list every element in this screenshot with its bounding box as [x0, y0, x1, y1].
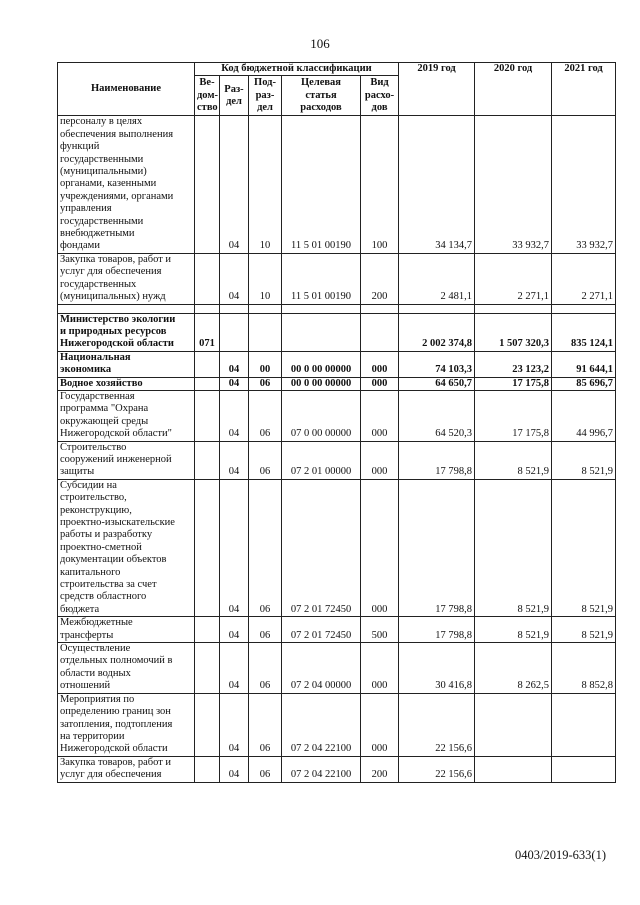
cell-name: Закупка товаров, работ и услуг для обеспечения	[58, 756, 195, 782]
cell-name: Строительство сооружений инженерной защиты	[58, 441, 195, 479]
cell-name: Закупка товаров, работ и услуг для обеспечения государственных (муниципальных) нужд	[58, 253, 195, 304]
cell-podrazdel: 06	[249, 441, 282, 479]
cell-celevaya: 07 2 01 72450	[282, 479, 361, 616]
cell-y2020: 1 507 320,3	[475, 313, 552, 351]
cell-y2020	[475, 693, 552, 756]
cell-podrazdel: 06	[249, 693, 282, 756]
cell-razdel	[220, 313, 249, 351]
table-row	[58, 390, 616, 441]
cell-ved	[195, 756, 220, 782]
table-row	[58, 253, 616, 304]
cell-ved	[195, 441, 220, 479]
cell-name: Государственная программа "Охрана окружающей среды Нижегородской области"	[58, 390, 195, 441]
cell-ved	[195, 479, 220, 616]
cell-ved: 071	[195, 313, 220, 351]
cell-razdel: 04	[220, 693, 249, 756]
cell-celevaya: 00 0 00 00000	[282, 377, 361, 390]
table-body	[58, 116, 616, 782]
cell-y2019: 30 416,8	[399, 643, 475, 694]
cell-y2021: 835 124,1	[552, 313, 616, 351]
cell-vid: 000	[361, 377, 399, 390]
cell-y2019: 22 156,6	[399, 756, 475, 782]
cell-podrazdel	[249, 313, 282, 351]
cell-podrazdel: 00	[249, 351, 282, 377]
cell-razdel: 04	[220, 617, 249, 643]
cell-name: Водное хозяйство	[58, 377, 195, 390]
header-2019: 2019 год	[399, 63, 475, 116]
budget-table	[57, 62, 616, 783]
table-row	[58, 617, 616, 643]
cell-razdel: 04	[220, 377, 249, 390]
document-code: 0403/2019-633(1)	[515, 848, 606, 862]
table-row	[58, 313, 616, 351]
cell-name: Осуществление отдельных полномочий в области водных отношений	[58, 643, 195, 694]
cell-y2019: 17 798,8	[399, 479, 475, 616]
cell-name: Национальная экономика	[58, 351, 195, 377]
page-number: 106	[310, 36, 330, 51]
cell-vid: 200	[361, 756, 399, 782]
table-row	[58, 479, 616, 616]
cell-ved	[195, 253, 220, 304]
cell-razdel: 04	[220, 390, 249, 441]
cell-y2021	[552, 756, 616, 782]
cell-celevaya	[282, 313, 361, 351]
cell-y2019: 17 798,8	[399, 441, 475, 479]
cell-name: Мероприятия по определению границ зон затопления, подтопления на территории Нижегородской области	[58, 693, 195, 756]
table-row	[58, 351, 616, 377]
table-row	[58, 377, 616, 390]
cell-podrazdel: 06	[249, 643, 282, 694]
cell-podrazdel: 06	[249, 479, 282, 616]
cell-y2020: 2 271,1	[475, 253, 552, 304]
cell-vid: 200	[361, 253, 399, 304]
cell-ved	[195, 617, 220, 643]
cell-celevaya: 07 2 01 72450	[282, 617, 361, 643]
header-vedomstvo: Ве- дом- ство	[195, 76, 220, 116]
cell-y2020: 33 932,7	[475, 116, 552, 253]
cell-name: Субсидии на строительство, реконструкцию, проектно-изыскательские работы и разработку проектно-сметной документации объектов капитального строительства за счет средств областного бюджета	[58, 479, 195, 616]
cell-razdel: 04	[220, 253, 249, 304]
cell-vid: 100	[361, 116, 399, 253]
header-razdel: Раз- дел	[220, 76, 249, 116]
cell-celevaya: 00 0 00 00000	[282, 351, 361, 377]
cell-celevaya: 07 2 01 00000	[282, 441, 361, 479]
cell-razdel: 04	[220, 756, 249, 782]
table-row	[58, 643, 616, 694]
cell-razdel: 04	[220, 643, 249, 694]
cell-celevaya: 11 5 01 00190	[282, 116, 361, 253]
cell-vid	[361, 313, 399, 351]
cell-y2019: 17 798,8	[399, 617, 475, 643]
cell-podrazdel: 06	[249, 390, 282, 441]
table-row	[58, 693, 616, 756]
cell-y2021: 2 271,1	[552, 253, 616, 304]
cell-razdel: 04	[220, 116, 249, 253]
cell-podrazdel: 06	[249, 756, 282, 782]
spacer-row	[58, 304, 616, 313]
cell-y2019: 34 134,7	[399, 116, 475, 253]
table-row	[58, 756, 616, 782]
cell-razdel: 04	[220, 479, 249, 616]
cell-podrazdel: 10	[249, 253, 282, 304]
cell-celevaya: 11 5 01 00190	[282, 253, 361, 304]
cell-y2019: 2 002 374,8	[399, 313, 475, 351]
cell-ved	[195, 693, 220, 756]
cell-y2019: 74 103,3	[399, 351, 475, 377]
header-celevaya: Целевая статья расходов	[282, 76, 361, 116]
cell-y2020: 17 175,8	[475, 390, 552, 441]
header-2020: 2020 год	[475, 63, 552, 116]
cell-y2019: 64 650,7	[399, 377, 475, 390]
cell-y2021: 8 521,9	[552, 617, 616, 643]
cell-name: Межбюджетные трансферты	[58, 617, 195, 643]
cell-celevaya: 07 0 00 00000	[282, 390, 361, 441]
cell-vid: 000	[361, 390, 399, 441]
cell-podrazdel: 06	[249, 377, 282, 390]
cell-y2020: 8 521,9	[475, 617, 552, 643]
cell-razdel: 04	[220, 441, 249, 479]
cell-ved	[195, 351, 220, 377]
table-row	[58, 441, 616, 479]
header-2021: 2021 год	[552, 63, 616, 116]
header-vid: Вид расхо- дов	[361, 76, 399, 116]
header-code-group: Код бюджетной классификации	[195, 63, 399, 76]
cell-y2019: 22 156,6	[399, 693, 475, 756]
cell-y2021: 8 521,9	[552, 441, 616, 479]
cell-y2020: 8 521,9	[475, 441, 552, 479]
cell-ved	[195, 377, 220, 390]
cell-y2021: 44 996,7	[552, 390, 616, 441]
cell-vid: 000	[361, 693, 399, 756]
cell-vid: 500	[361, 617, 399, 643]
cell-y2021: 91 644,1	[552, 351, 616, 377]
cell-y2020: 8 262,5	[475, 643, 552, 694]
cell-name: персоналу в целях обеспечения выполнения функций государственными (муниципальными) органами, казенными учреждениями, органами управления государственными внебюджетными фондами	[58, 116, 195, 253]
cell-y2021: 8 521,9	[552, 479, 616, 616]
cell-vid: 000	[361, 479, 399, 616]
cell-ved	[195, 643, 220, 694]
cell-y2020: 17 175,8	[475, 377, 552, 390]
cell-razdel: 04	[220, 351, 249, 377]
cell-vid: 000	[361, 643, 399, 694]
cell-celevaya: 07 2 04 22100	[282, 693, 361, 756]
cell-celevaya: 07 2 04 00000	[282, 643, 361, 694]
cell-y2021: 8 852,8	[552, 643, 616, 694]
header-name: Наименование	[58, 63, 195, 116]
cell-vid: 000	[361, 351, 399, 377]
cell-vid: 000	[361, 441, 399, 479]
header-podrazdel: Под- раз- дел	[249, 76, 282, 116]
cell-podrazdel: 06	[249, 617, 282, 643]
cell-y2021: 85 696,7	[552, 377, 616, 390]
cell-ved	[195, 116, 220, 253]
cell-y2020	[475, 756, 552, 782]
cell-ved	[195, 390, 220, 441]
cell-celevaya: 07 2 04 22100	[282, 756, 361, 782]
cell-y2021	[552, 693, 616, 756]
table-row	[58, 116, 616, 253]
cell-y2020: 23 123,2	[475, 351, 552, 377]
cell-name: Министерство экологии и природных ресурсов Нижегородской области	[58, 313, 195, 351]
cell-podrazdel: 10	[249, 116, 282, 253]
cell-y2019: 2 481,1	[399, 253, 475, 304]
cell-y2021: 33 932,7	[552, 116, 616, 253]
cell-y2019: 64 520,3	[399, 390, 475, 441]
cell-y2020: 8 521,9	[475, 479, 552, 616]
